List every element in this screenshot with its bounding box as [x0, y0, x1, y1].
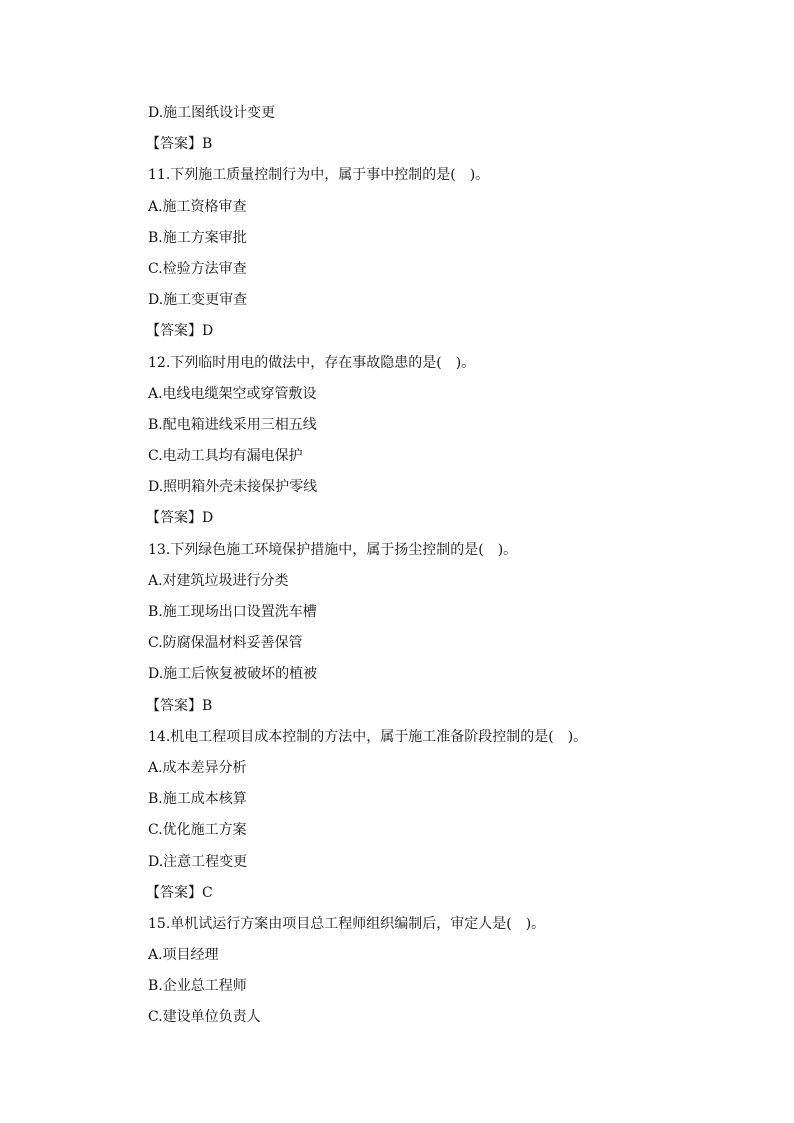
option-line: C.优化施工方案 [148, 822, 247, 839]
option-line: C.电动工具均有漏电保护 [148, 448, 303, 465]
option-line: A.电线电缆架空或穿管敷设 [148, 385, 317, 402]
option-line: B.施工成本核算 [148, 791, 247, 808]
option-line: B.施工方案审批 [148, 229, 247, 246]
answer-line: 【答案】B [146, 136, 213, 153]
option-line: B.配电箱进线采用三相五线 [148, 416, 317, 433]
question-line: 12.下列临时用电的做法中，存在事故隐患的是( )。 [148, 354, 476, 371]
option-line: C.防腐保温材料妥善保管 [148, 635, 303, 652]
option-line: C.检验方法审查 [148, 260, 247, 277]
option-line: B.企业总工程师 [148, 978, 247, 995]
question-line: 14.机电工程项目成本控制的方法中，属于施工准备阶段控制的是( )。 [148, 728, 588, 745]
question-line: 11.下列施工质量控制行为中，属于事中控制的是( )。 [148, 167, 490, 184]
option-line: A.项目经理 [148, 947, 219, 964]
option-line: D.施工图纸设计变更 [148, 105, 276, 121]
question-line: 15.单机试运行方案由项目总工程师组织编制后，审定人是( )。 [148, 915, 546, 932]
answer-line: 【答案】C [146, 884, 213, 901]
answer-line: 【答案】B [146, 697, 213, 714]
option-line: D.施工后恢复被破坏的植被 [148, 666, 318, 683]
option-line: A.对建筑垃圾进行分类 [148, 572, 289, 589]
option-line: C.建设单位负责人 [148, 1009, 261, 1026]
option-line: A.施工资格审查 [148, 198, 247, 215]
answer-line: 【答案】D [146, 510, 214, 527]
option-line: D.施工变更审查 [148, 292, 248, 309]
option-line: D.照明箱外壳未接保护零线 [148, 479, 318, 496]
option-line: B.施工现场出口设置洗车槽 [148, 604, 317, 620]
option-line: D.注意工程变更 [148, 853, 248, 870]
answer-line: 【答案】D [146, 323, 214, 340]
option-line: A.成本差异分析 [148, 759, 247, 776]
question-line: 13.下列绿色施工环境保护措施中，属于扬尘控制的是( )。 [148, 541, 518, 558]
exam-content [148, 101, 748, 1037]
